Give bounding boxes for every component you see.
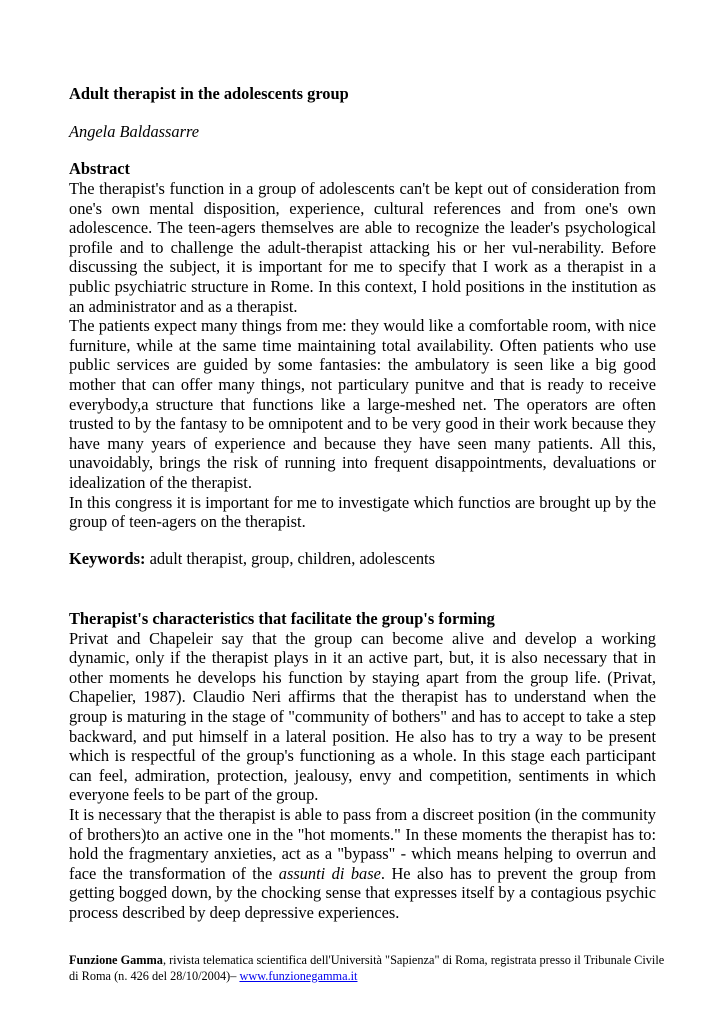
section-paragraph-2-text-a: It is necessary that the therapist is able to pass from a discreet position (in the community of brothers)to an active one in the "hot moments." In these moments the therapist has to: hold the fragmentary anxieties, act as a "bypass" - which means helping to overrun and face the transformation of the — [69, 805, 656, 883]
keywords-label: Keywords: — [69, 548, 146, 568]
document-body — [69, 84, 656, 923]
page-footer — [69, 952, 669, 984]
footer-website-link[interactable]: www.funzionegamma.it — [239, 969, 358, 983]
section-paragraph-2-text-b: . He also has to prevent the group from getting bogged down, by the chocking sense that expresses itself by a contagious psychic process described by deep depressive experiences. — [69, 863, 657, 922]
abstract-heading: Abstract — [69, 159, 130, 178]
abstract-paragraph-1: The therapist's function in a group of adolescents can't be kept out of consideration from one's own mental disposition, experience, cultural references and from one's own adolescence. The teen-agers themselves are able to recognize the leader's psychological profile and to challenge the adult-therapist attacking his or her vul-nerability. Before discussing the subject, it is important for me to specify that I work as a therapist in a public psychiatric structure in Rome. In this context, I hold positions in the institution as an administrator and as a therapist. — [69, 179, 656, 316]
section-paragraph-2 — [69, 805, 656, 923]
keywords-text: adult therapist, group, children, adolescents — [145, 548, 435, 568]
author-name: Angela Baldassarre — [69, 122, 200, 141]
abstract-paragraph-2: The patients expect many things from me: they would like a comfortable room, with nice furniture, while at the same time maintaining total availability. Often patients who use public services are guided by some fantasies: the ambulatory is seen like a big good mother that can offer many things, not particulary punitve and that is ready to receive everybody,a structure that functions like a large-meshed net. The operators are often trusted to by the fantasy to be omnipotent and to be very good in their work because they have many years of experience and because they have seen many patients. All this, unavoidably, brings the risk of running into frequent disappointments, devaluations or idealization of the therapist. — [69, 316, 656, 492]
italic-term-assunti-di-base: assunti di base — [278, 863, 381, 883]
document-title: Adult therapist in the adolescents group — [69, 84, 349, 103]
footer-journal-name: Funzione Gamma — [69, 953, 163, 967]
section-paragraph-1: Privat and Chapeleir say that the group can become alive and develop a working dynamic, only if the therapist plays in it an active part, but, it is also necessary that in other moments he develops his function by staying apart from the group life. (Privat, Chapelier, 1987). Claudio Neri affirms that the therapist has to understand when the group is maturing in the stage of "community of bothers" and has to accept to take a step backward, and put himself in a lateral position. He also has to try a way to be present which is respectful of the group's functioning as a whole. In this stage each participant can feel, admiration, protection, jealousy, envy and competition, sentiments in which everyone feels to be part of the group. — [69, 628, 656, 805]
footer-description: , rivista telematica scientifica dell'Università "Sapienza" di Roma, registrata presso il Tribunale Civile di Roma (n. 426 del 28/10/2004)– — [69, 953, 665, 983]
keywords-line — [69, 549, 656, 569]
abstract-paragraph-3: In this congress it is important for me to investigate which functios are brought up by the group of teen-agers on the therapist. — [69, 492, 656, 532]
section-heading-therapist-characteristics: Therapist's characteristics that facilitate the group's forming — [69, 608, 495, 628]
